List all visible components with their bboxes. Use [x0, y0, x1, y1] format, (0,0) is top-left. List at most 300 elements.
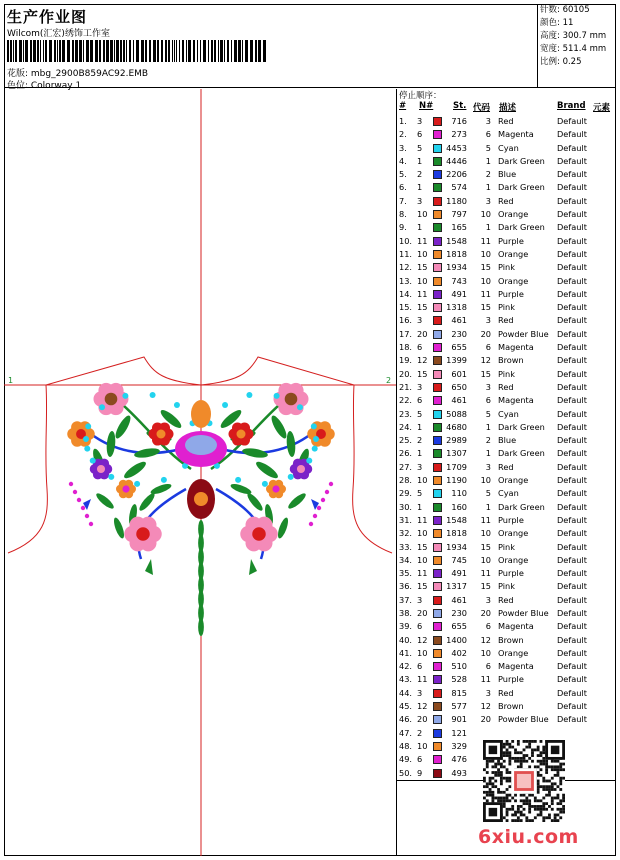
- table-row: [397, 261, 616, 274]
- color-swatch: [433, 689, 442, 698]
- table-row: [397, 142, 616, 155]
- color-swatch: [433, 197, 442, 206]
- cell-code: 3: [485, 461, 491, 472]
- cell-code: 1: [485, 501, 491, 512]
- color-swatch: [433, 223, 442, 232]
- cell-brand: Default: [557, 275, 587, 286]
- table-row: [397, 421, 616, 434]
- cell-st: 655: [451, 621, 467, 632]
- cell-brand: Default: [557, 475, 587, 486]
- cell-code: 15: [480, 262, 491, 273]
- cell-desc: Orange: [498, 528, 529, 539]
- cell-n: 1: [417, 182, 423, 193]
- table-row: [397, 221, 616, 234]
- color-swatch: [433, 170, 442, 179]
- cell-n: 6: [417, 754, 423, 765]
- cell-st: 1818: [446, 248, 467, 259]
- barcode: [7, 40, 267, 62]
- cell-brand: Default: [557, 195, 587, 206]
- cell-st: 4453: [446, 142, 467, 153]
- color-swatch: [433, 449, 442, 458]
- cell-code: 11: [480, 514, 491, 525]
- cell-n: 3: [417, 687, 423, 698]
- cell-st: 528: [451, 674, 467, 685]
- table-row: [397, 687, 616, 700]
- table-row: [397, 115, 616, 128]
- cell-no: 22.: [399, 395, 413, 406]
- cell-brand: Default: [557, 435, 587, 446]
- cell-no: 12.: [399, 262, 413, 273]
- cell-n: 6: [417, 621, 423, 632]
- cell-desc: Red: [498, 195, 514, 206]
- table-row: [397, 381, 616, 394]
- cell-no: 42.: [399, 661, 413, 672]
- cell-brand: Default: [557, 581, 587, 592]
- cell-brand: Default: [557, 514, 587, 525]
- cell-desc: Purple: [498, 288, 524, 299]
- cell-n: 5: [417, 408, 423, 419]
- table-row: [397, 580, 616, 593]
- color-swatch: [433, 715, 442, 724]
- cell-st: 577: [451, 701, 467, 712]
- cell-st: 1180: [446, 195, 467, 206]
- color-swatch: [433, 503, 442, 512]
- cell-n: 3: [417, 381, 423, 392]
- cell-desc: Red: [498, 315, 514, 326]
- color-swatch: [433, 356, 442, 365]
- cell-code: 3: [485, 687, 491, 698]
- cell-brand: Default: [557, 182, 587, 193]
- cell-n: 6: [417, 661, 423, 672]
- cell-code: 6: [485, 395, 491, 406]
- left-sleeve-outline: [4, 385, 47, 553]
- cell-no: 9.: [399, 222, 407, 233]
- color-swatch: [433, 144, 442, 153]
- cell-desc: Orange: [498, 248, 529, 259]
- cell-n: 20: [417, 328, 428, 339]
- color-swatch: [433, 516, 442, 525]
- color-swatch: [433, 582, 442, 591]
- cell-n: 2: [417, 727, 423, 738]
- color-swatch: [433, 303, 442, 312]
- cell-code: 15: [480, 581, 491, 592]
- cell-brand: Default: [557, 342, 587, 353]
- color-swatch: [433, 157, 442, 166]
- cell-st: 491: [451, 568, 467, 579]
- cell-code: 5: [485, 408, 491, 419]
- cell-st: 493: [451, 767, 467, 778]
- cell-desc: Magenta: [498, 395, 534, 406]
- table-row: [397, 447, 616, 460]
- table-row: [397, 301, 616, 314]
- cell-brand: Default: [557, 248, 587, 259]
- cell-desc: Cyan: [498, 142, 519, 153]
- cell-n: 20: [417, 607, 428, 618]
- color-swatch: [433, 609, 442, 618]
- table-row: [397, 314, 616, 327]
- cell-desc: Brown: [498, 355, 524, 366]
- cell-st: 510: [451, 661, 467, 672]
- col-header-elem: 元素: [593, 103, 611, 113]
- cell-st: 1709: [446, 461, 467, 472]
- table-row: [397, 354, 616, 367]
- cell-desc: Pink: [498, 302, 515, 313]
- cell-n: 11: [417, 235, 428, 246]
- table-row: [397, 594, 616, 607]
- cell-st: 461: [451, 395, 467, 406]
- cell-no: 38.: [399, 607, 413, 618]
- cell-n: 1: [417, 222, 423, 233]
- color-swatch: [433, 330, 442, 339]
- cell-brand: Default: [557, 674, 587, 685]
- qr-code: [483, 740, 565, 822]
- cell-code: 20: [480, 607, 491, 618]
- table-row: [397, 567, 616, 580]
- color-swatch: [433, 569, 442, 578]
- cell-code: 11: [480, 288, 491, 299]
- design-height: 高度: 300.7 mm: [540, 31, 607, 41]
- color-swatch: [433, 702, 442, 711]
- color-swatch: [433, 130, 442, 139]
- cell-desc: Orange: [498, 475, 529, 486]
- cell-no: 24.: [399, 421, 413, 432]
- cell-no: 7.: [399, 195, 407, 206]
- cell-no: 48.: [399, 740, 413, 751]
- cell-desc: Purple: [498, 514, 524, 525]
- cell-code: 20: [480, 714, 491, 725]
- cell-code: 11: [480, 674, 491, 685]
- cell-brand: Default: [557, 661, 587, 672]
- cell-no: 16.: [399, 315, 413, 326]
- cell-no: 30.: [399, 501, 413, 512]
- cell-no: 5.: [399, 169, 407, 180]
- cell-desc: Dark Green: [498, 421, 545, 432]
- cell-no: 47.: [399, 727, 413, 738]
- cell-code: 1: [485, 155, 491, 166]
- cell-brand: Default: [557, 368, 587, 379]
- col-header-n: N#: [419, 101, 434, 111]
- color-swatch: [433, 237, 442, 246]
- cell-code: 11: [480, 235, 491, 246]
- cell-no: 28.: [399, 475, 413, 486]
- watermark: 6xiu.com: [478, 826, 579, 848]
- table-row: [397, 208, 616, 221]
- cell-brand: Default: [557, 381, 587, 392]
- cell-n: 15: [417, 262, 428, 273]
- cell-st: 110: [451, 488, 467, 499]
- cell-desc: Powder Blue: [498, 607, 549, 618]
- cell-no: 26.: [399, 448, 413, 459]
- table-row: [397, 155, 616, 168]
- cell-st: 1317: [446, 581, 467, 592]
- cell-brand: Default: [557, 235, 587, 246]
- cell-st: 1934: [446, 262, 467, 273]
- cell-n: 20: [417, 714, 428, 725]
- col-header-no: #: [399, 101, 407, 111]
- cell-no: 14.: [399, 288, 413, 299]
- cell-desc: Purple: [498, 235, 524, 246]
- color-swatch: [433, 649, 442, 658]
- cell-code: 12: [480, 634, 491, 645]
- cell-code: 10: [480, 248, 491, 259]
- cell-desc: Dark Green: [498, 222, 545, 233]
- cell-code: 3: [485, 594, 491, 605]
- cell-desc: Red: [498, 381, 514, 392]
- cell-brand: Default: [557, 155, 587, 166]
- cell-desc: Pink: [498, 541, 515, 552]
- cell-code: 20: [480, 328, 491, 339]
- table-row: [397, 647, 616, 660]
- colorway: 色位: Colorway 1: [7, 81, 82, 91]
- cell-n: 15: [417, 368, 428, 379]
- cell-code: 15: [480, 302, 491, 313]
- color-swatch: [433, 423, 442, 432]
- cell-n: 3: [417, 116, 423, 126]
- cell-n: 10: [417, 647, 428, 658]
- cell-desc: Purple: [498, 674, 524, 685]
- cell-n: 3: [417, 594, 423, 605]
- col-header-code: 代码: [473, 103, 491, 113]
- cell-desc: Red: [498, 461, 514, 472]
- cell-desc: Purple: [498, 568, 524, 579]
- table-row: [397, 235, 616, 248]
- table-row: [397, 394, 616, 407]
- cell-st: 1818: [446, 528, 467, 539]
- cell-no: 45.: [399, 701, 413, 712]
- cell-code: 1: [485, 448, 491, 459]
- cell-st: 476: [451, 754, 467, 765]
- cell-desc: Orange: [498, 275, 529, 286]
- cell-no: 36.: [399, 581, 413, 592]
- cell-st: 574: [451, 182, 467, 193]
- cell-no: 18.: [399, 342, 413, 353]
- table-row: [397, 660, 616, 673]
- color-swatch: [433, 755, 442, 764]
- cell-no: 6.: [399, 182, 407, 193]
- cell-n: 3: [417, 315, 423, 326]
- cell-st: 745: [451, 554, 467, 565]
- cell-no: 37.: [399, 594, 413, 605]
- cell-st: 402: [451, 647, 467, 658]
- cell-brand: Default: [557, 209, 587, 220]
- cell-desc: Magenta: [498, 661, 534, 672]
- cell-no: 8.: [399, 209, 407, 220]
- cell-desc: Red: [498, 594, 514, 605]
- cell-no: 35.: [399, 568, 413, 579]
- cell-desc: Powder Blue: [498, 328, 549, 339]
- neckline-outline: [46, 357, 354, 385]
- table-row: [397, 713, 616, 726]
- cell-st: 655: [451, 342, 467, 353]
- cell-st: 1190: [446, 475, 467, 486]
- cell-brand: Default: [557, 448, 587, 459]
- cell-st: 650: [451, 381, 467, 392]
- cell-n: 2: [417, 435, 423, 446]
- table-row: [397, 288, 616, 301]
- cell-brand: Default: [557, 647, 587, 658]
- cell-no: 13.: [399, 275, 413, 286]
- cell-desc: Pink: [498, 581, 515, 592]
- cell-n: 9: [417, 767, 423, 778]
- company-name: Wilcom(汇宏)绣饰工作室: [7, 29, 110, 39]
- cell-no: 32.: [399, 528, 413, 539]
- cell-n: 15: [417, 581, 428, 592]
- cell-desc: Brown: [498, 634, 524, 645]
- cell-brand: Default: [557, 528, 587, 539]
- cell-desc: Magenta: [498, 621, 534, 632]
- color-swatch: [433, 436, 442, 445]
- cell-st: 5088: [446, 408, 467, 419]
- cell-no: 3.: [399, 142, 407, 153]
- cell-n: 11: [417, 288, 428, 299]
- cell-code: 1: [485, 222, 491, 233]
- cell-n: 10: [417, 275, 428, 286]
- cell-n: 12: [417, 355, 428, 366]
- cell-n: 12: [417, 701, 428, 712]
- cell-no: 31.: [399, 514, 413, 525]
- cell-code: 2: [485, 169, 491, 180]
- cell-code: 2: [485, 435, 491, 446]
- cell-code: 6: [485, 661, 491, 672]
- color-count: 颜色: 11: [540, 18, 574, 28]
- color-swatch: [433, 662, 442, 671]
- cell-st: 743: [451, 275, 467, 286]
- cell-no: 33.: [399, 541, 413, 552]
- cell-no: 10.: [399, 235, 413, 246]
- cell-st: 491: [451, 288, 467, 299]
- cell-no: 40.: [399, 634, 413, 645]
- color-swatch: [433, 383, 442, 392]
- cell-n: 15: [417, 302, 428, 313]
- cell-st: 1934: [446, 541, 467, 552]
- cell-desc: Pink: [498, 262, 515, 273]
- color-swatch: [433, 263, 442, 272]
- color-swatch: [433, 370, 442, 379]
- cell-st: 461: [451, 315, 467, 326]
- color-swatch: [433, 556, 442, 565]
- table-row: [397, 128, 616, 141]
- design-preview: [4, 89, 397, 856]
- cell-no: 1.: [399, 116, 407, 126]
- cell-desc: Dark Green: [498, 155, 545, 166]
- table-row: [397, 368, 616, 381]
- cell-n: 5: [417, 142, 423, 153]
- cell-brand: Default: [557, 568, 587, 579]
- cell-code: 15: [480, 541, 491, 552]
- cell-brand: Default: [557, 421, 587, 432]
- cell-desc: Orange: [498, 647, 529, 658]
- cell-st: 601: [451, 368, 467, 379]
- cell-desc: Cyan: [498, 488, 519, 499]
- col-header-st: St.: [453, 101, 467, 111]
- color-swatch: [433, 543, 442, 552]
- cell-no: 2.: [399, 129, 407, 140]
- cell-code: 6: [485, 129, 491, 140]
- cell-brand: Default: [557, 501, 587, 512]
- table-row: [397, 434, 616, 447]
- cell-n: 1: [417, 448, 423, 459]
- cell-n: 1: [417, 421, 423, 432]
- cell-desc: Cyan: [498, 408, 519, 419]
- cell-code: 3: [485, 116, 491, 126]
- cell-no: 34.: [399, 554, 413, 565]
- cell-no: 15.: [399, 302, 413, 313]
- cell-brand: Default: [557, 315, 587, 326]
- design-width: 宽度: 511.4 mm: [540, 44, 607, 54]
- cell-st: 230: [451, 328, 467, 339]
- cell-brand: Default: [557, 395, 587, 406]
- cell-no: 44.: [399, 687, 413, 698]
- cell-code: 5: [485, 488, 491, 499]
- cell-brand: Default: [557, 169, 587, 180]
- cell-st: 1548: [446, 514, 467, 525]
- cell-code: 11: [480, 568, 491, 579]
- table-row: [397, 673, 616, 686]
- cell-brand: Default: [557, 488, 587, 499]
- cell-n: 15: [417, 541, 428, 552]
- cell-st: 160: [451, 501, 467, 512]
- cell-no: 46.: [399, 714, 413, 725]
- cell-code: 12: [480, 355, 491, 366]
- cell-no: 19.: [399, 355, 413, 366]
- table-row: [397, 461, 616, 474]
- embroidery-canvas: [4, 89, 397, 856]
- table-row: [397, 527, 616, 540]
- marker-right: 2: [386, 376, 392, 385]
- cell-st: 1399: [446, 355, 467, 366]
- cell-code: 12: [480, 701, 491, 712]
- cell-desc: Blue: [498, 169, 517, 180]
- cell-code: 10: [480, 275, 491, 286]
- cell-brand: Default: [557, 262, 587, 273]
- table-row: [397, 168, 616, 181]
- cell-desc: Magenta: [498, 342, 534, 353]
- cell-brand: Default: [557, 355, 587, 366]
- cell-brand: Default: [557, 541, 587, 552]
- cell-n: 2: [417, 169, 423, 180]
- cell-st: 1307: [446, 448, 467, 459]
- color-swatch: [433, 769, 442, 778]
- cell-desc: Orange: [498, 209, 529, 220]
- marker-left: 1: [8, 376, 14, 385]
- cell-st: 1318: [446, 302, 467, 313]
- cell-n: 6: [417, 129, 423, 140]
- cell-n: 6: [417, 395, 423, 406]
- cell-code: 10: [480, 528, 491, 539]
- color-swatch: [433, 210, 442, 219]
- cell-code: 3: [485, 381, 491, 392]
- cell-n: 10: [417, 740, 428, 751]
- cell-no: 23.: [399, 408, 413, 419]
- cell-no: 11.: [399, 248, 413, 259]
- cell-brand: Default: [557, 461, 587, 472]
- cell-desc: Pink: [498, 368, 515, 379]
- color-swatch: [433, 729, 442, 738]
- cell-brand: Default: [557, 288, 587, 299]
- cell-code: 6: [485, 621, 491, 632]
- pattern-file: 花版: mbg_2900B859AC92.EMB: [7, 69, 149, 79]
- cell-st: 797: [451, 209, 467, 220]
- cell-brand: Default: [557, 607, 587, 618]
- cell-brand: Default: [557, 554, 587, 565]
- cell-brand: Default: [557, 714, 587, 725]
- cell-code: 1: [485, 421, 491, 432]
- cell-n: 11: [417, 568, 428, 579]
- cell-st: 121: [451, 727, 467, 738]
- cell-code: 1: [485, 182, 491, 193]
- cell-no: 4.: [399, 155, 407, 166]
- color-swatch: [433, 742, 442, 751]
